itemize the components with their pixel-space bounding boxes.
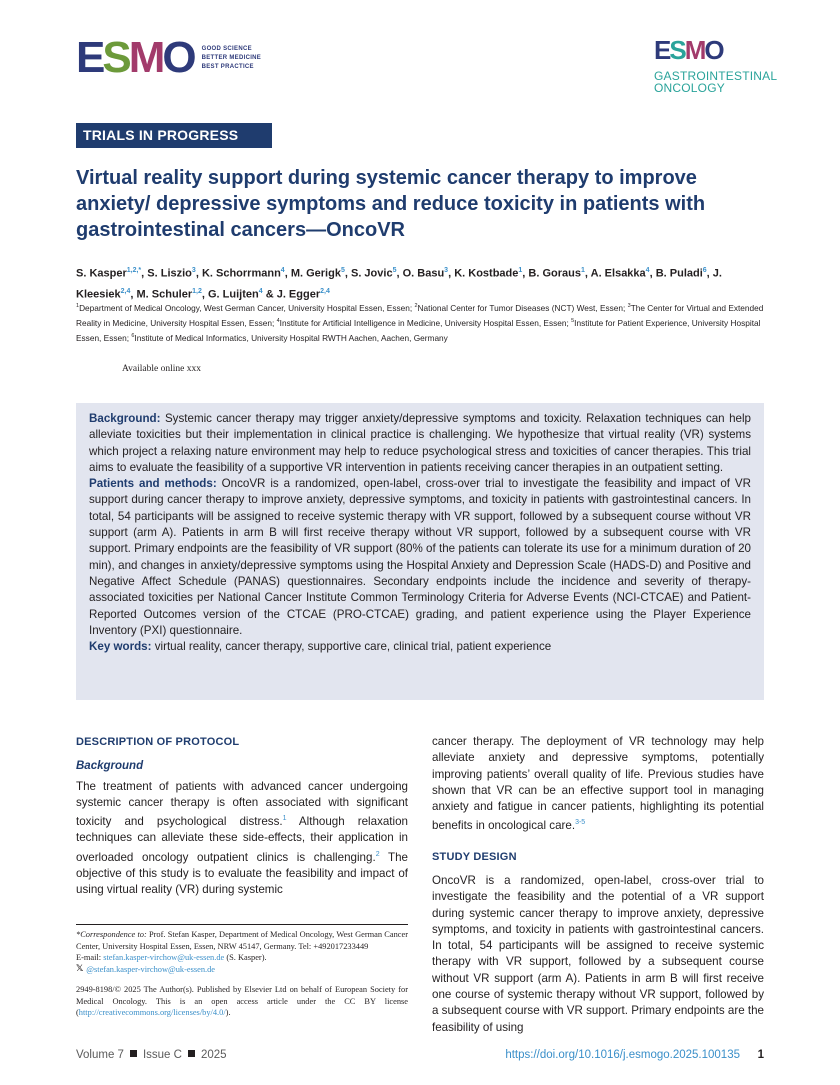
author-name: S. Kasper	[76, 267, 127, 280]
author-name: O. Basu	[402, 267, 445, 280]
x-handle-row	[76, 964, 408, 976]
author-name: J. Kleesiek	[76, 267, 722, 301]
author-name: G. Luijten	[208, 288, 259, 301]
esmo-letter-o: O	[162, 33, 194, 82]
available-online: Available online xxx	[122, 364, 201, 374]
volume: Volume 7	[76, 1049, 124, 1061]
affiliations	[76, 300, 766, 344]
abstract-keywords-text: virtual reality, cancer therapy, supportive care, clinical trial, patient experience	[151, 640, 552, 654]
esmo-letter-e: E	[76, 33, 103, 82]
tagline-line: BETTER MEDICINE	[201, 54, 262, 61]
abstract-box	[76, 403, 764, 700]
author-affiliation-ref[interactable]: 4	[645, 267, 650, 274]
journal-logo-letter: E	[654, 35, 670, 65]
issue: Issue C	[142, 1049, 182, 1061]
affiliation-number: 2	[414, 303, 418, 309]
author-name: J. Egger	[276, 288, 321, 301]
esmo-wordmark	[76, 33, 194, 82]
volume-info	[76, 1049, 227, 1061]
journal-logo-letter: O	[704, 35, 723, 65]
journal-name	[654, 69, 778, 95]
citation-link[interactable]: 1	[282, 815, 287, 823]
page-number: 1	[757, 1049, 764, 1061]
esmo-tagline	[202, 45, 262, 72]
author-affiliation-ref[interactable]: 1	[581, 267, 585, 274]
license-link[interactable]: http://creativecommons.org/licenses/by/4.0/	[78, 1008, 226, 1017]
affiliation-text: Department of Medical Oncology, West German Cancer, University Hospital Essen, Essen;	[79, 302, 415, 313]
author-name: A. Elsakka	[590, 267, 646, 280]
email-link[interactable]: stefan.kasper-virchow@uk-essen.de	[103, 953, 225, 962]
affiliation-text: Institute of Medical Informatics, University Hospital RWTH Aachen, Aachen, Germany	[134, 332, 448, 343]
journal-name-line: GASTROINTESTINAL	[654, 69, 778, 83]
esmo-logo	[76, 33, 262, 82]
author-name: M. Schuler	[136, 288, 193, 301]
license-text	[76, 984, 408, 1019]
license-end: ).	[225, 1008, 231, 1017]
correspondence-footnote	[76, 924, 408, 1019]
author-affiliation-ref[interactable]: 2,4	[320, 287, 330, 295]
email-row	[76, 952, 408, 964]
journal-logo-letter: M	[684, 35, 705, 65]
body-paragraph-background	[76, 779, 408, 899]
author-name: S. Liszio	[147, 267, 192, 280]
affiliation-number: 6	[131, 332, 135, 339]
body-text: cancer therapy. The deployment of VR technology may help alleviate anxiety and depressive symptoms, potentially improving patients’ overall quality of life. Previous studies have shown that VR can be an effective support tool in managing anxiety and fatigue in cancer patients, highlighting its potential benefits in oncological care.	[432, 735, 764, 833]
page-footer	[76, 1049, 764, 1069]
body-column-right	[432, 734, 764, 1036]
esmo-letter-m: M	[128, 33, 163, 82]
body-text: The treatment of patients with advanced cancer undergoing systemic cancer therapy is often associated with significant toxicity and psychological distress.	[76, 779, 408, 829]
author-affiliation-ref[interactable]: 1,2	[192, 287, 202, 295]
journal-name-line: ONCOLOGY	[654, 81, 725, 95]
abstract-keywords	[89, 639, 751, 655]
author-affiliation-ref[interactable]: 5	[392, 267, 397, 274]
abstract-methods-text: OncoVR is a randomized, open-label, cross-over trial to investigate the feasibility and impact of VR support during cancer therapy to improve anxiety, depressive symptoms, and toxicity in patients with gastrointestinal cancers. In total, 54 participants will be assigned to receive systemic therapy with VR support, followed by a subsequent course without VR support (arm A). Patients in arm B will first receive therapy without VR support, followed by a subsequent course with VR support. Primary endpoints are the feasibility of VR support (80% of the patients can tolerate its use for a minimum duration of 20 min), and changes in anxiety/depressive symptoms using the Hospital Anxiety and Depression Scale (HADS-D) and Positive and Negative Affect Schedule (PANAS) questionnaires. Secondary endpoints include the incidence and severity of therapy-associated toxicities per National Cancer Institute Common Terminology Criteria for Adverse Events (NCI-CTCAE) and Patient-Reported Outcomes version of the CTCAE (PRO-CTCAE) grading, and patient experience using the Player Experience Inventory (PXI) questionnaire.	[89, 477, 752, 637]
abstract-background	[89, 411, 751, 476]
author-affiliation-ref[interactable]: 4	[258, 287, 263, 295]
author-affiliation-ref[interactable]: 5	[340, 267, 345, 274]
body-text: The objective of this study is to evaluate the feasibility and impact of using virtual reality (VR) during systemic	[76, 850, 408, 897]
author-name: S. Jovic	[350, 267, 393, 280]
tagline-line: GOOD SCIENCE	[201, 45, 252, 52]
author-affiliation-ref[interactable]: 3	[444, 267, 449, 274]
author-affiliation-ref[interactable]: 3	[191, 267, 196, 274]
article-title: Virtual reality support during systemic cancer therapy to improve anxiety/ depressive symptoms and reduce toxicity in patients with gastrointestinal cancers—OncoVR	[76, 167, 706, 241]
correspondence-text: Prof. Stefan Kasper, Department of Medical Oncology, West German Cancer Center, University Hospital Essen, Essen, NRW 45147, Germany. Tel: +492017233449	[76, 930, 408, 951]
esmo-letter-s: S	[102, 33, 129, 82]
abstract-background-label: Background:	[89, 412, 161, 425]
affiliation-text: Institute for Patient Experience, University Hospital Essen, Essen;	[76, 317, 761, 343]
affiliation-number: 1	[76, 303, 80, 309]
author-name: M. Gerigk	[290, 267, 341, 280]
x-logo-icon: 𝕏	[76, 963, 84, 974]
year: 2025	[200, 1049, 227, 1061]
author-affiliation-ref[interactable]: 2,4	[120, 287, 131, 295]
square-separator-icon	[130, 1050, 137, 1057]
square-separator-icon	[188, 1050, 195, 1057]
x-handle-link[interactable]: @stefan.kasper-virchow@uk-essen.de	[86, 964, 216, 974]
author-affiliation-ref[interactable]: 1	[518, 267, 523, 274]
affiliation-number: 3	[627, 303, 631, 309]
journal-logo-letter: S	[669, 35, 685, 65]
email-label: E-mail:	[76, 953, 104, 962]
section-heading-study-design: STUDY DESIGN	[432, 850, 517, 863]
tagline-line: BEST PRACTICE	[201, 63, 254, 70]
affiliation-text: National Center for Tumor Diseases (NCT) West, Essen;	[417, 302, 628, 313]
author-affiliation-ref[interactable]: 6	[702, 267, 707, 274]
section-heading-protocol: DESCRIPTION OF PROTOCOL	[76, 736, 240, 748]
author-name: B. Puladi	[655, 267, 703, 280]
author-name: K. Schorrmann	[201, 267, 281, 280]
body-paragraph-study-design: OncoVR is a randomized, open-label, cross-over trial to investigate the feasibility and the potential of a VR support during systemic cancer therapy to improve anxiety, depressive symptoms, and toxicity in patients with gastrointestinal cancers. In total, 54 participants will be assigned to receive systemic therapy with VR support, followed by a subsequent course without VR support (arm A). Patients in arm B will first receive one course of systemic therapy without VR support, followed by a subsequent course with VR support. Primary endpoints are the feasibility of using	[432, 873, 764, 1034]
email-suffix: (S. Kasper).	[224, 953, 267, 962]
body-paragraph-background-cont	[432, 734, 764, 835]
abstract-background-text: Systemic cancer therapy may trigger anxiety/depressive symptoms and toxicity. Relaxation techniques can help alleviate toxicities but their implementation in clinical practice is challenging. We hypothesize that virtual reality (VR) systems which project a relaxing nature environment may help to reduce psychological stress and toxicities of cancer therapies. This trial aims to evaluate the feasibility of a supportive VR intervention in patients receiving cancer therapies in an outpatient setting.	[89, 412, 751, 474]
section-tag: TRIALS IN PROGRESS	[76, 123, 272, 148]
body-column-left	[76, 731, 408, 898]
body-text: Although relaxation techniques can alleviate these side-effects, their application in overloaded oncology outpatient clinics is challenging.	[76, 815, 409, 864]
author-affiliation-ref[interactable]: 1,2,*	[126, 267, 142, 274]
affiliation-number: 4	[276, 317, 280, 324]
correspondence	[76, 929, 408, 952]
author-list: S. Kasper$^{1,2,*}$, S. Liszio$^3$, K. Schorrmann$^4$, M. Gerigk$^5$, S. Jovic$^5$, O. Basu$^3$, K. Kostbade$^1$, B. Goraus$^1$, A. Elsakka$^4$, B. Puladi$^6$, J. Kleesiek$^{2,4}$, M. Schuler$^{1,2}$, G. Luijten$^4$ & J. Egger$^{2,4}$	[76, 267, 722, 301]
license-body: 2949-8198/© 2025 The Author(s). Published by Elsevier Ltd on behalf of European Society for Medical Oncology. This is an open access article under the CC BY license (	[76, 985, 408, 1017]
affiliation-text: Institute for Artificial Intelligence in Medicine, University Hospital Essen, Essen;	[279, 317, 572, 328]
subsection-heading-background: Background	[76, 760, 144, 773]
abstract-keywords-label: Key words:	[89, 640, 152, 654]
author-name: K. Kostbade	[454, 267, 519, 280]
citation-link[interactable]: 3-5	[575, 819, 586, 827]
journal-logo-wordmark	[654, 35, 764, 65]
affiliation-text: The Center for Virtual and Extended Reality in Medicine, University Hospital Essen, Essen;	[76, 302, 764, 328]
journal-logo	[654, 35, 778, 95]
author-name: B. Goraus	[528, 267, 581, 280]
abstract-methods	[89, 476, 751, 639]
author-affiliation-ref[interactable]: 4	[280, 267, 285, 274]
correspondence-label: *Correspondence to:	[76, 930, 147, 939]
doi-link[interactable]: https://doi.org/10.1016/j.esmogo.2025.100135	[505, 1049, 740, 1061]
abstract-methods-label: Patients and methods:	[89, 477, 217, 491]
affiliation-number: 5	[571, 317, 575, 324]
citation-link[interactable]: 2	[375, 850, 380, 858]
